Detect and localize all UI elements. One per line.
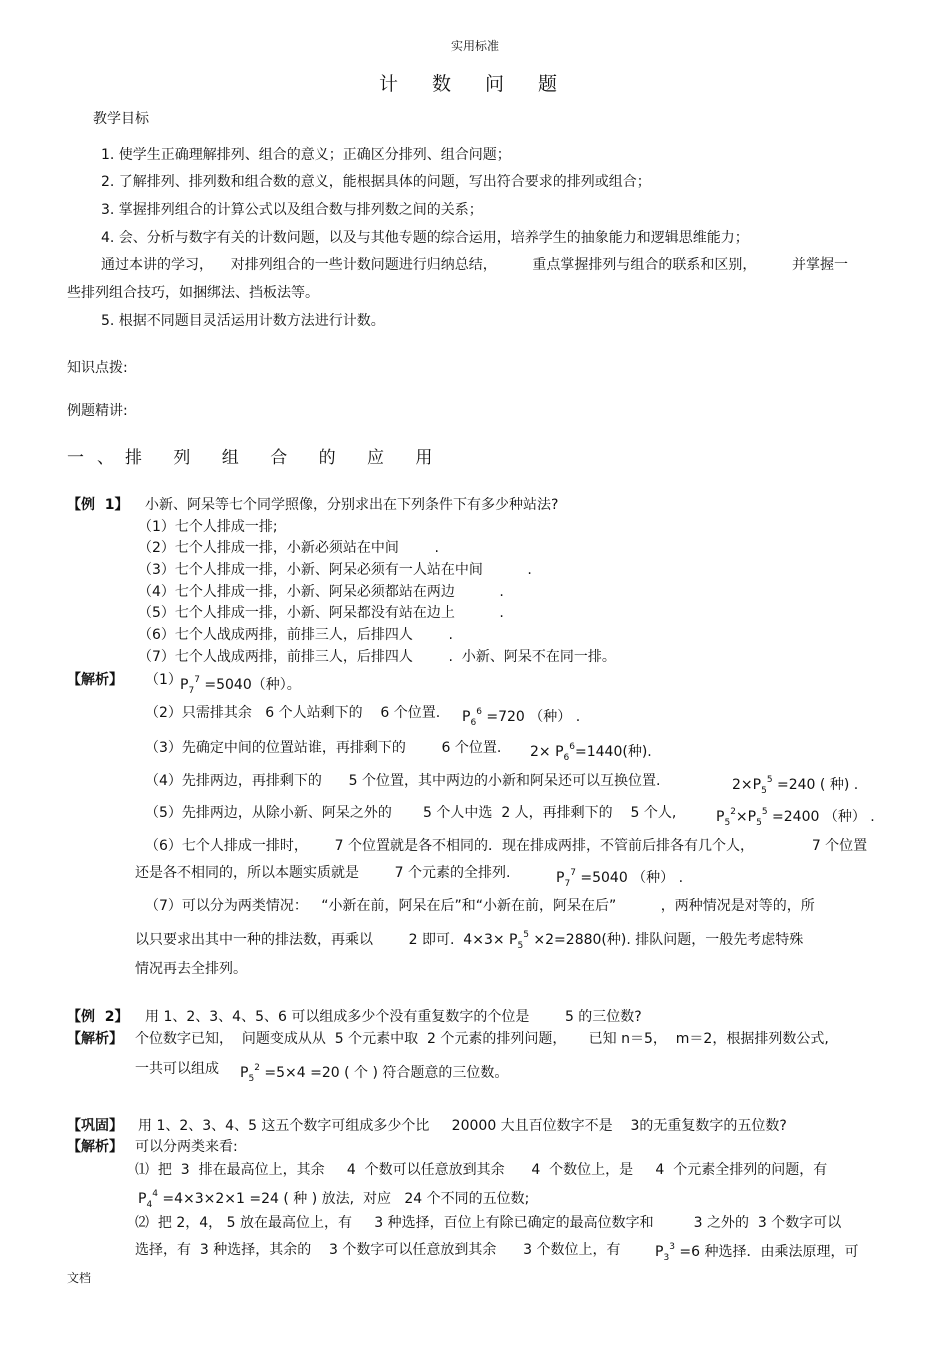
solution-step: （5）先排两边，从除小新、阿呆之外的 5 个人中选 2 人，再排剩下的 5 个人, bbox=[145, 805, 677, 821]
example-item: （7）七个人战成两排，前排三人，后排四人 . 小新、阿呆不在同一排。 bbox=[138, 649, 616, 665]
section-title: 排 列 组 合 的 应 用 bbox=[125, 448, 446, 468]
consolidate-label: 【巩固】 bbox=[67, 1118, 123, 1134]
goal-item: 3. 掌握排列组合的计算公式以及组合数与排列数之间的关系； bbox=[101, 202, 483, 218]
examples-heading: 例题精讲: bbox=[67, 403, 128, 419]
example-item: （6）七个人战成两排，前排三人，后排四人 . bbox=[138, 627, 453, 643]
solution-step: （6）七个人排成一排时， 7 个位置就是各不相同的．现在排成两排，不管前后排各有几个人， 7 个位置 bbox=[145, 838, 868, 854]
solution-step: （7）可以分为两类情况： “小新在前，阿呆在后”和“小新在前，阿呆在后” ，两种情况是对等的，所 bbox=[145, 898, 815, 914]
solution-step: 还是各不相同的，所以本题实质就是 7 个元素的全排列. bbox=[135, 865, 511, 881]
formula: 以只要求出其中一种的排法数，再乘以 2 即可. $4\times 3\times P_5^5 \times 2=2880$(种). 排队问题，一般先考虑特殊 bbox=[135, 930, 804, 951]
solution-step: 可以分两类来看: bbox=[135, 1139, 238, 1155]
consolidate-question: 用 1、2、3、4、5 这五个数字可组成多少个比 20000 大且百位数字不是 3的无重复数字的五位数? bbox=[138, 1118, 787, 1134]
solution-step: ⑴ 把 3 排在最高位上，其余 4 个数可以任意放到其余 4 个数位上，是 4 个元素全排列的问题，有 bbox=[135, 1162, 828, 1178]
solution-label: 【解析】 bbox=[67, 1139, 123, 1155]
goals-heading: 教学目标 bbox=[93, 111, 149, 127]
formula: $P_4^4 =4\times 3\times 2\times 1 =24$ ( 种 ) 放法, 对应 24 个不同的五位数; bbox=[138, 1189, 530, 1210]
intro-line: 些排列组合技巧，如捆绑法、挡板法等。 bbox=[67, 285, 319, 301]
solution-step: 情况再去全排列。 bbox=[135, 961, 247, 977]
formula: $P_3^3 =6$ 种选择．由乘法原理，可 bbox=[655, 1242, 859, 1263]
solution-label: 【解析】 bbox=[67, 672, 123, 688]
solution-prefix: （1） bbox=[145, 672, 182, 688]
solution-step: ⑵ 把 2，4， 5 放在最高位上，有 3 种选择，百位上有除已确定的最高位数字和 3 之外的 3 个数字可以 bbox=[135, 1215, 842, 1231]
solution-step: 一共可以组成 bbox=[135, 1061, 219, 1077]
goal-item: 2. 了解排列、排列数和组合数的意义，能根据具体的问题，写出符合要求的排列或组合； bbox=[101, 174, 651, 190]
solution-label: 【解析】 bbox=[67, 1031, 123, 1047]
example-item: （1）七个人排成一排; bbox=[138, 519, 278, 535]
solution-step: （2）只需排其余 6 个人站剩下的 6 个位置. bbox=[145, 705, 441, 721]
formula: $P_5^2\times P_5^5 =2400$ （种） . bbox=[716, 807, 875, 828]
formula: $P_6^6 =720$ （种） . bbox=[462, 707, 581, 728]
example-label: 【例 1】 bbox=[67, 497, 129, 513]
example-item: （4）七个人排成一排，小新、阿呆必须都站在两边 . bbox=[138, 584, 504, 600]
example-item: （3）七个人排成一排，小新、阿呆必须有一人站在中间 . bbox=[138, 562, 532, 578]
solution-step: （4）先排两边，再排剩下的 5 个位置，其中两边的小新和阿呆还可以互换位置. bbox=[145, 773, 661, 789]
page-header: 实用标准 bbox=[450, 39, 499, 53]
page-footer: 文档 bbox=[67, 1271, 92, 1285]
example-question: 小新、阿呆等七个同学照像，分别求出在下列条件下有多少种站法? bbox=[145, 497, 559, 513]
formula: $2\times P_5^5 =240$ ( 种) . bbox=[732, 775, 859, 796]
goal-item: 1. 使学生正确理解排列、组合的意义；正确区分排列、组合问题； bbox=[101, 147, 511, 163]
solution-step: （3）先确定中间的位置站谁，再排剩下的 6 个位置. bbox=[145, 740, 502, 756]
page-title: 计 数 问 题 bbox=[378, 73, 572, 95]
formula: $P_7^7 =5040$（种）。 bbox=[180, 675, 301, 696]
section-number: 一、 bbox=[67, 448, 127, 468]
knowledge-heading: 知识点拨: bbox=[67, 360, 128, 376]
formula: $P_7^7 =5040$ （种） . bbox=[556, 868, 684, 889]
example-item: （2）七个人排成一排，小新必须站在中间 . bbox=[138, 540, 439, 556]
example-item: （5）七个人排成一排，小新、阿呆都没有站在边上 . bbox=[138, 605, 504, 621]
goal-item: 4. 会、分析与数字有关的计数问题，以及与其他专题的综合运用，培养学生的抽象能力和逻辑思维能力； bbox=[101, 230, 749, 246]
goal-item: 5. 根据不同题目灵活运用计数方法进行计数。 bbox=[101, 313, 385, 329]
formula: $2\times P_6^6=1440$(种). bbox=[530, 742, 652, 763]
solution-step: 个位数字已知， 问题变成从从 5 个元素中取 2 个元素的排列问题， 已知 n＝5， m＝2，根据排列数公式, bbox=[135, 1031, 829, 1047]
solution-step: 选择，有 3 种选择，其余的 3 个数字可以任意放到其余 3 个数位上，有 bbox=[135, 1242, 621, 1258]
intro-line: 通过本讲的学习， 对排列组合的一些计数问题进行归纳总结， 重点掌握排列与组合的联系和区别， 并掌握一 bbox=[101, 257, 849, 273]
formula: $P_5^2 =5\times 4 =20$ ( 个 ) 符合题意的三位数。 bbox=[240, 1063, 509, 1084]
example-question: 用 1、2、3、4、5、6 可以组成多少个没有重复数字的个位是 5 的三位数? bbox=[145, 1009, 642, 1025]
example-label: 【例 2】 bbox=[67, 1009, 129, 1025]
